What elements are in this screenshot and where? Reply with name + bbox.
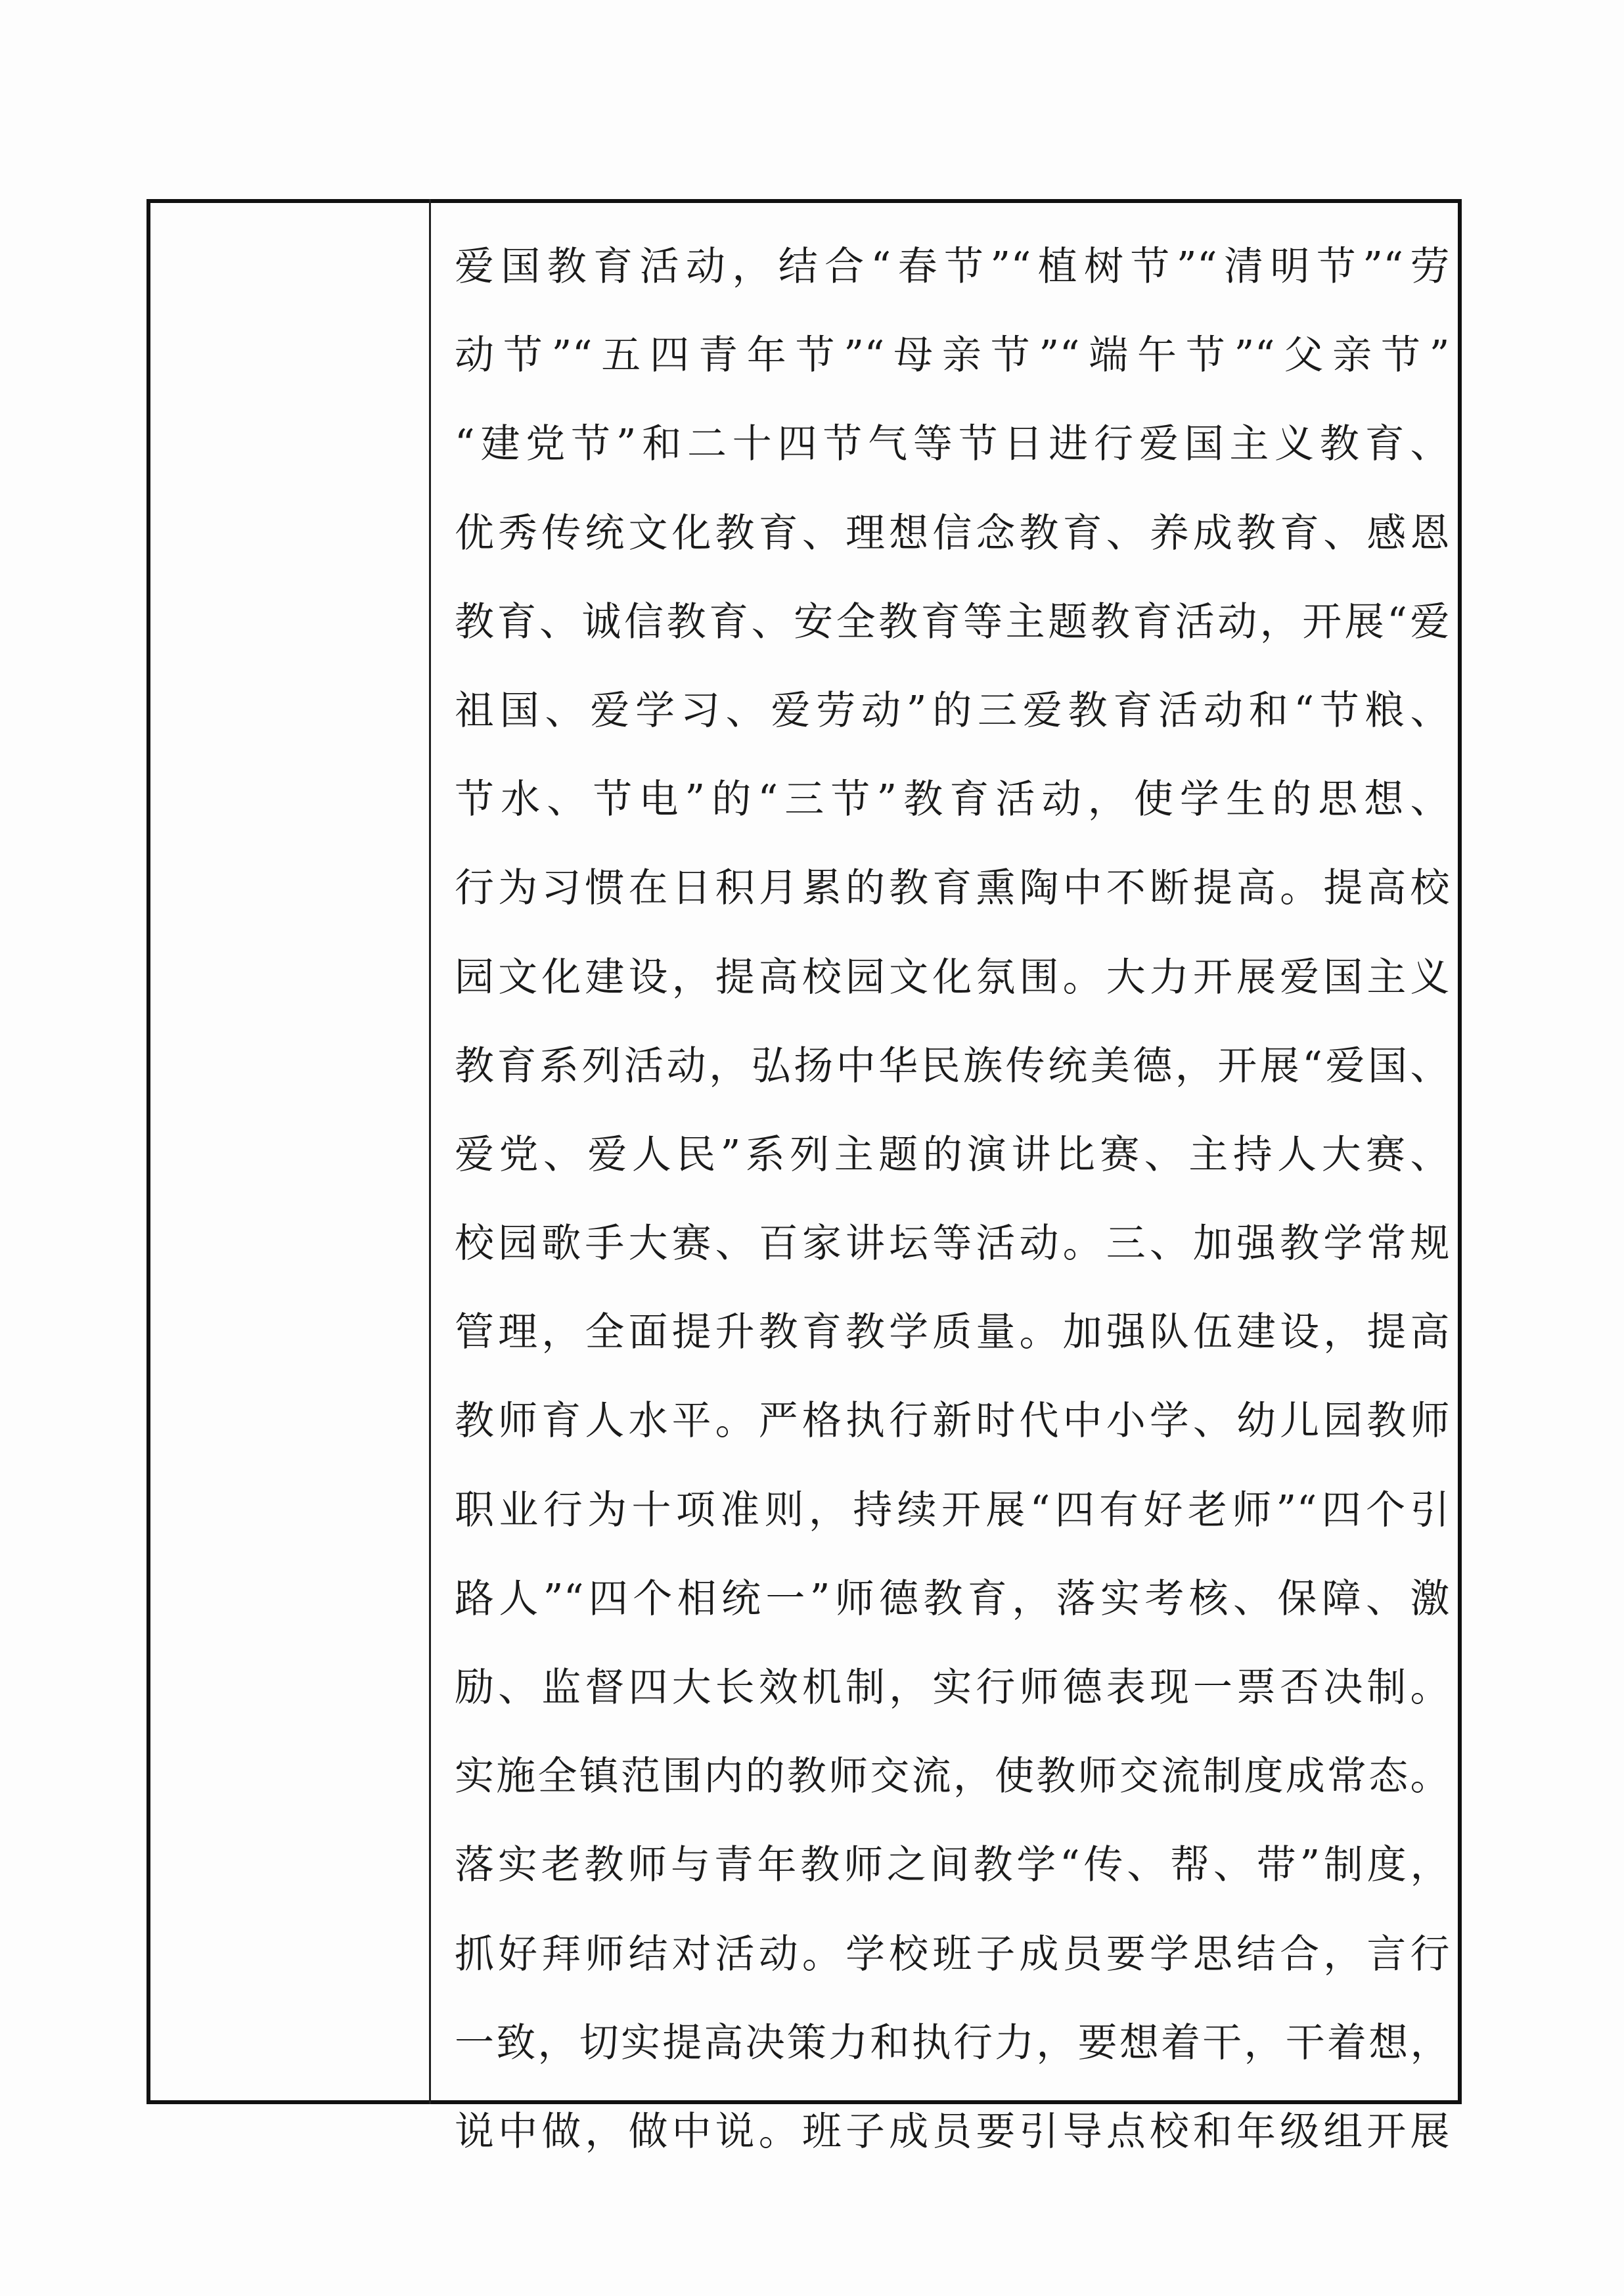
text-line: 园文化建设，提高校园文化氛围。大力开展爱国主义: [455, 954, 1450, 1001]
text-line: 爱国教育活动，结合“春节”“植树节”“清明节”“劳: [455, 244, 1450, 290]
text-line: 一致，切实提高决策力和执行力，要想着干，干着想，: [455, 2019, 1450, 2066]
text-line: 校园歌手大赛、百家讲坛等活动。三、加强教学常规: [455, 1221, 1450, 1267]
text-line: 抓好拜师结对活动。学校班子成员要学思结合，言行: [455, 1931, 1450, 1977]
text-line: “建党节”和二十四节气等节日进行爱国主义教育、: [455, 421, 1450, 468]
text-line: 落实老教师与青年教师之间教学“传、帮、带”制度，: [455, 1842, 1450, 1889]
body-text: [455, 223, 1450, 2176]
text-line: 教育系列活动，弘扬中华民族传统美德，开展“爱国、: [455, 1043, 1450, 1089]
text-line: 动节”“五四青年节”“母亲节”“端午节”“父亲节”: [455, 332, 1450, 379]
text-line: 说中做，做中说。班子成员要引导点校和年级组开展: [455, 2108, 1450, 2155]
text-line: 祖国、爱学习、爱劳动”的三爱教育活动和“节粮、: [455, 687, 1450, 734]
text-line: 优秀传统文化教育、理想信念教育、养成教育、感恩: [455, 510, 1450, 556]
text-line: 节水、节电”的“三节”教育活动，使学生的思想、: [455, 777, 1450, 823]
text-line: 爱党、爱人民”系列主题的演讲比赛、主持人大赛、: [455, 1131, 1450, 1178]
text-line: 励、监督四大长效机制，实行师德表现一票否决制。: [455, 1665, 1450, 1711]
text-line: 教师育人水平。严格执行新时代中小学、幼儿园教师: [455, 1398, 1450, 1445]
text-line: 教育、诚信教育、安全教育等主题教育活动，开展“爱: [455, 598, 1450, 645]
text-line: 实施全镇范围内的教师交流，使教师交流制度成常态。: [455, 1753, 1450, 1800]
text-line: 行为习惯在日积月累的教育熏陶中不断提高。提高校: [455, 865, 1450, 912]
text-line: 职业行为十项准则，持续开展“四有好老师”“四个引: [455, 1487, 1450, 1533]
table-right-cell: [431, 203, 1458, 2155]
table-left-cell: [150, 203, 429, 2100]
text-line: 管理，全面提升教育教学质量。加强队伍建设，提高: [455, 1309, 1450, 1356]
text-line: 路人”“四个相统一”师德教育，落实考核、保障、激: [455, 1575, 1450, 1622]
